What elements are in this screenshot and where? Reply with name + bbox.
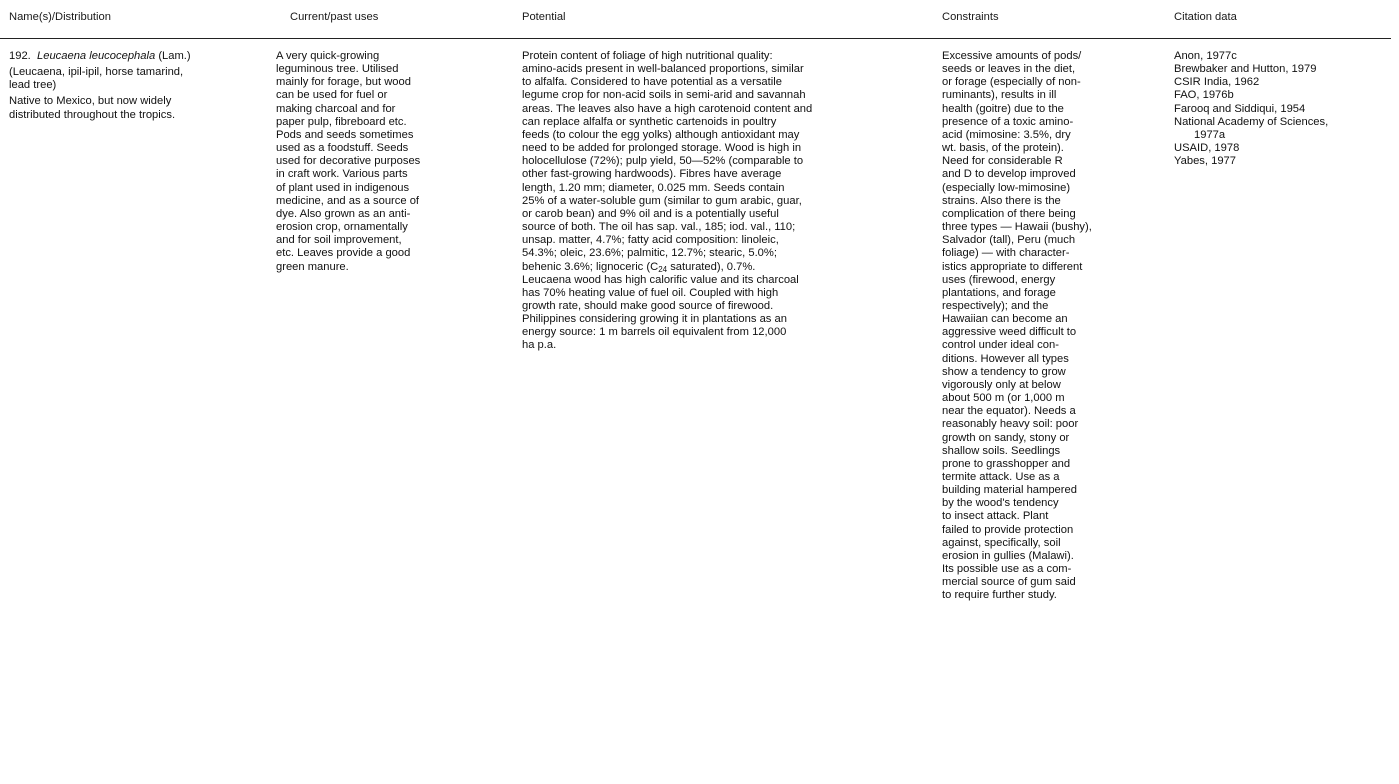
common-names [9,66,271,92]
constraints-line: Salvador (tall), Peru (much [942,234,1076,247]
potential-line: 54.3%; oleic, 23.6%; palmitic, 12.7%; stearic, 5.0%; [522,247,777,260]
behenic-text-before: behenic 3.6%; lignoceric (C [522,260,659,273]
constraints-line: erosion in gullies (Malawi). [942,549,1074,562]
constraints-line: complication of there being [942,207,1076,220]
uses-line: in craft work. Various parts [276,168,408,181]
scientific-name: Leucaena leucocephala [37,50,156,62]
constraints-line: mercial source of gum said [942,576,1076,589]
constraints-line: Its possible use as a com- [942,563,1072,576]
citation-item: USAID, 1978 [1174,142,1240,155]
uses-line: medicine, and as a source of [276,194,420,207]
entry-number: 192. [9,50,31,62]
uses-line: erosion crop, ornamentally [276,221,408,234]
common-names-line: (Leucaena, ipil-ipil, horse tamarind, [9,66,184,79]
constraints-line: show a tendency to grow [942,365,1066,378]
constraints-line: (especially low-mimosine) [942,181,1071,194]
uses-line: used as a foodstuff. Seeds [276,142,409,155]
potential-line: Protein content of foliage of high nutritional quality: [522,50,773,62]
potential-line: ha p.a. [522,339,557,352]
header-name-distribution: Name(s)/Distribution [9,11,111,23]
header-citation-data: Citation data [1174,11,1237,23]
carbon-subscript: 24 [658,264,668,274]
potential-line: growth rate, should make good source of firewood. [522,299,774,312]
potential-line: holocellulose (72%); pulp yield, 50—52% (comparable to [522,155,804,168]
uses-line: Pods and seeds sometimes [276,128,414,141]
citation-item: Brewbaker and Hutton, 1979 [1174,63,1317,76]
potential-line: 25% of a water-soluble gum (similar to gum arabic, guar, [522,194,802,207]
header-rule-divider [0,38,1391,39]
uses-line: etc. Leaves provide a good [276,247,411,260]
distribution-line: distributed throughout the tropics. [9,108,176,121]
header-current-past-uses: Current/past uses [290,11,379,23]
citation-item: Farooq and Siddiqui, 1954 [1174,102,1306,115]
constraints-line: wt. basis, of the protein). [942,142,1064,155]
constraints-line: plantations, and forage [942,286,1056,299]
uses-line: dye. Also grown as an anti- [276,207,411,220]
behenic-text-after: saturated), 0.7%. [667,260,756,273]
header-constraints: Constraints [942,11,999,23]
constraints-line: uses (firewood, energy [942,273,1056,286]
constraints-line: vigorously only at below [942,378,1061,391]
constraints-line: control under ideal con- [942,339,1059,352]
potential-line: to alfalfa. Considered to have potential as a versatile [522,76,782,89]
potential-line: legume crop for non-acid soils in semi-arid and savannah [522,89,806,102]
uses-line: and for soil improvement, [276,234,402,247]
uses-line: paper pulp, fibreboard etc. [276,115,407,128]
constraints-line: presence of a toxic amino- [942,115,1074,128]
constraints-line: or forage (especially of non- [942,76,1081,89]
constraints-line: failed to provide protection [942,523,1074,536]
entry-title-line [9,50,271,63]
constraints-line: shallow soils. Seedlings [942,444,1061,457]
potential-text-part-2 [522,274,914,353]
constraints-line: health (goitre) due to the [942,102,1064,115]
cell-constraints [942,50,1152,603]
header-potential: Potential [522,11,566,23]
authority: (Lam.) [158,50,191,62]
cell-current-past-uses [276,50,486,274]
distribution-line: Native to Mexico, but now widely [9,95,172,108]
cell-name-distribution [9,50,271,122]
potential-line: need to be added for prolonged storage. Wood is high in [522,142,802,155]
potential-line: energy source: 1 m barrels oil equivalent from 12,000 [522,326,787,339]
potential-line: can replace alfalfa or synthetic cartenoids in poultry [522,115,777,128]
constraints-line: by the wood's tendency [942,497,1059,510]
uses-line: making charcoal and for [276,102,396,115]
citation-item: CSIR India, 1962 [1174,76,1260,89]
uses-line: of plant used in indigenous [276,181,410,194]
uses-line: mainly for forage, but wood [276,76,411,89]
potential-line: feeds (to colour the egg yolks) although antioxidant may [522,128,800,141]
constraints-line: Need for considerable R [942,155,1063,168]
constraints-line: near the equator). Needs a [942,405,1076,418]
potential-line: amino-acids present in well-balanced proportions, similar [522,63,804,76]
citation-item: Anon, 1977c [1174,50,1237,62]
potential-line: length, 1.20 mm; diameter, 0.025 mm. Seeds contain [522,181,785,194]
constraints-line: to require further study. [942,589,1057,602]
constraints-line: to insect attack. Plant [942,510,1049,523]
uses-line: used for decorative purposes [276,155,421,168]
constraints-line: seeds or leaves in the diet, [942,63,1076,76]
constraints-line: respectively); and the [942,299,1049,312]
potential-line: source of both. The oil has sap. val., 185; iod. val., 110; [522,221,796,234]
citation-item: National Academy of Sciences, [1174,115,1329,128]
citation-item: FAO, 1976b [1174,89,1234,102]
constraints-line: growth on sandy, stony or [942,431,1070,444]
constraints-line: ruminants), results in ill [942,89,1057,102]
constraints-line: against, specifically, soil [942,536,1061,549]
potential-line: areas. The leaves also have a high carotenoid content and [522,102,813,115]
constraints-line: and D to develop improved [942,168,1076,181]
constraints-line: reasonably heavy soil: poor [942,418,1079,431]
constraints-line: foliage) — with character- [942,247,1070,260]
constraints-line: about 500 m (or 1,000 m [942,392,1065,405]
constraints-line: building material hampered [942,484,1077,497]
distribution [9,95,271,121]
constraints-line: aggressive weed difficult to [942,326,1077,339]
constraints-line: Excessive amounts of pods/ [942,50,1082,62]
potential-line: other fast-growing hardwoods). Fibres have average [522,168,782,181]
uses-line: A very quick-growing [276,50,380,62]
uses-line: leguminous tree. Utilised [276,63,399,76]
citation-item: 1977a [1194,128,1226,141]
constraints-line: Hawaiian can become an [942,313,1068,326]
potential-line: Philippines considering growing it in plantations as an [522,313,787,326]
citation-item: Yabes, 1977 [1174,155,1236,168]
common-names-line: lead tree) [9,79,57,92]
potential-line: or carob bean) and 9% oil and is a potentially useful [522,207,779,220]
constraints-line: istics appropriate to different [942,260,1083,273]
potential-behenic-line [522,261,914,274]
potential-line: has 70% heating value of fuel oil. Coupled with high [522,286,779,299]
potential-line: Leucaena wood has high calorific value and its charcoal [522,273,799,286]
constraints-line: strains. Also there is the [942,194,1061,207]
constraints-line: three types — Hawaii (bushy), [942,221,1092,234]
potential-line: unsap. matter, 4.7%; fatty acid composition: linoleic, [522,234,779,247]
constraints-line: prone to grasshopper and [942,457,1071,470]
constraints-line: acid (mimosine: 3.5%, dry [942,128,1071,141]
constraints-line: ditions. However all types [942,352,1069,365]
cell-citation-data [1174,50,1396,168]
uses-line: can be used for fuel or [276,89,388,102]
potential-text-part-1 [522,50,914,261]
uses-line: green manure. [276,260,349,273]
constraints-line: termite attack. Use as a [942,471,1060,483]
cell-potential [522,50,914,353]
